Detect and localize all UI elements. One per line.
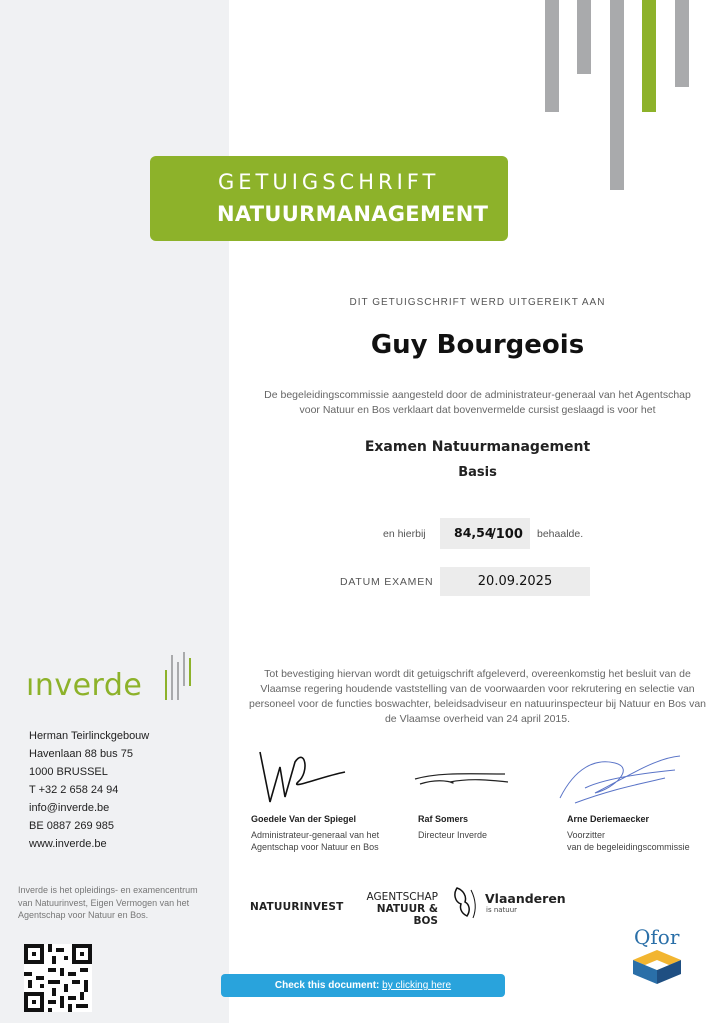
recipient-name: Guy Bourgeois — [370, 330, 585, 360]
title-banner — [150, 156, 508, 241]
vat-number: BE 0887 269 985 — [29, 820, 115, 832]
score-box — [440, 518, 530, 549]
signatory-2-name: Raf Somers — [418, 814, 469, 824]
website-link[interactable]: www.inverde.be — [29, 838, 107, 850]
check-document-bar[interactable] — [221, 974, 505, 997]
phone-text: T +32 2 658 24 94 — [29, 784, 119, 796]
anb-line1: AGENTSCHAP — [366, 891, 438, 903]
natuurinvest-logo-text: NATUURINVEST — [250, 901, 344, 913]
signatory-3-role — [567, 829, 690, 853]
awarded-to-label: DIT GETUIGSCHRIFT WERD UITGEREIKT AAN — [349, 297, 606, 308]
address-block — [29, 727, 149, 853]
inverde-logo-bars-icon — [163, 650, 193, 702]
address-line: Herman Teirlinckgebouw — [29, 730, 150, 742]
signature-3-image — [555, 748, 685, 810]
check-document-label: Check this document: — [274, 980, 380, 991]
score-max: /100 — [491, 527, 523, 542]
title-line1: GETUIGSCHRIFT — [218, 170, 440, 194]
signature-1-image — [250, 742, 350, 812]
score-prefix: en hierbij — [383, 528, 426, 540]
qr-code-icon[interactable] — [24, 944, 92, 1012]
score-value: 84,54 — [454, 525, 494, 540]
date-value: 20.09.2025 — [440, 567, 590, 596]
signature-2-image — [410, 764, 510, 794]
check-document-link[interactable]: by clicking here — [382, 980, 452, 991]
anb-line2: NATUUR & BOS — [376, 903, 438, 927]
title-line2: NATUURMANAGEMENT — [217, 202, 489, 226]
flemish-lion-icon — [449, 884, 481, 922]
decor-bar — [545, 0, 559, 112]
address-line: Havenlaan 88 bus 75 — [29, 748, 133, 760]
exam-level: Basis — [458, 465, 497, 480]
signatory-3-name: Arne Deriemaecker — [567, 814, 650, 824]
score-suffix: behaalde. — [537, 528, 584, 540]
decor-bar — [577, 0, 591, 74]
date-label: DATUM EXAMEN — [340, 576, 434, 588]
vlaanderen-sub-text: is natuur — [486, 906, 518, 914]
signatory-1-role-line1: Administrateur-generaal van het — [251, 830, 380, 840]
decor-bar — [610, 0, 624, 190]
intro-text: De begeleidingscommissie aangesteld door de administrateur-generaal van het Agentschap voor Natuur en Bos verklaart dat bovenvermelde cursist geslaagd is voor het — [264, 389, 691, 416]
decor-bar — [675, 0, 689, 87]
sidebar-panel — [0, 0, 229, 1023]
qfor-logo-text: Qfor — [634, 925, 680, 949]
signatory-1-role — [251, 829, 379, 853]
qfor-cube-icon — [631, 948, 683, 986]
vlaanderen-logo-text: Vlaanderen — [485, 891, 566, 906]
about-text — [18, 884, 218, 922]
inverde-logo-text: ınverde — [26, 668, 143, 703]
statement-text: Tot bevestiging hiervan wordt dit getuigschrift afgeleverd, overeenkomstig het besluit van de Vlaamse regering houdende vaststelling van de voorwaarden voor rekrutering en selectie van personeel voor de functies boswachter, beleidsadviseur en natuurinspecteur bij Natuur en Bos van de Vlaamse overheid van 24 april 2015. — [248, 668, 707, 725]
about-line: Agentschap voor Natuur en Bos. — [18, 910, 149, 920]
signatory-2-role: Directeur Inverde — [418, 830, 488, 840]
signatory-3-role-line1: Voorzitter — [567, 830, 606, 840]
signatory-1-role-line2: Agentschap voor Natuur en Bos — [251, 842, 379, 852]
signatory-3-role-line2: van de begeleidingscommissie — [567, 842, 690, 852]
exam-title: Examen Natuurmanagement — [364, 439, 591, 455]
about-line: van Natuurinvest, Eigen Vermogen van het — [18, 897, 190, 908]
email-link[interactable]: info@inverde.be — [29, 802, 110, 814]
about-line: Inverde is het opleidings- en examencentrum — [18, 885, 198, 895]
signatory-1-name: Goedele Van der Spiegel — [251, 814, 357, 824]
decor-bar-green — [642, 0, 656, 112]
address-line: 1000 BRUSSEL — [29, 766, 108, 778]
anb-logo-text — [358, 891, 438, 927]
